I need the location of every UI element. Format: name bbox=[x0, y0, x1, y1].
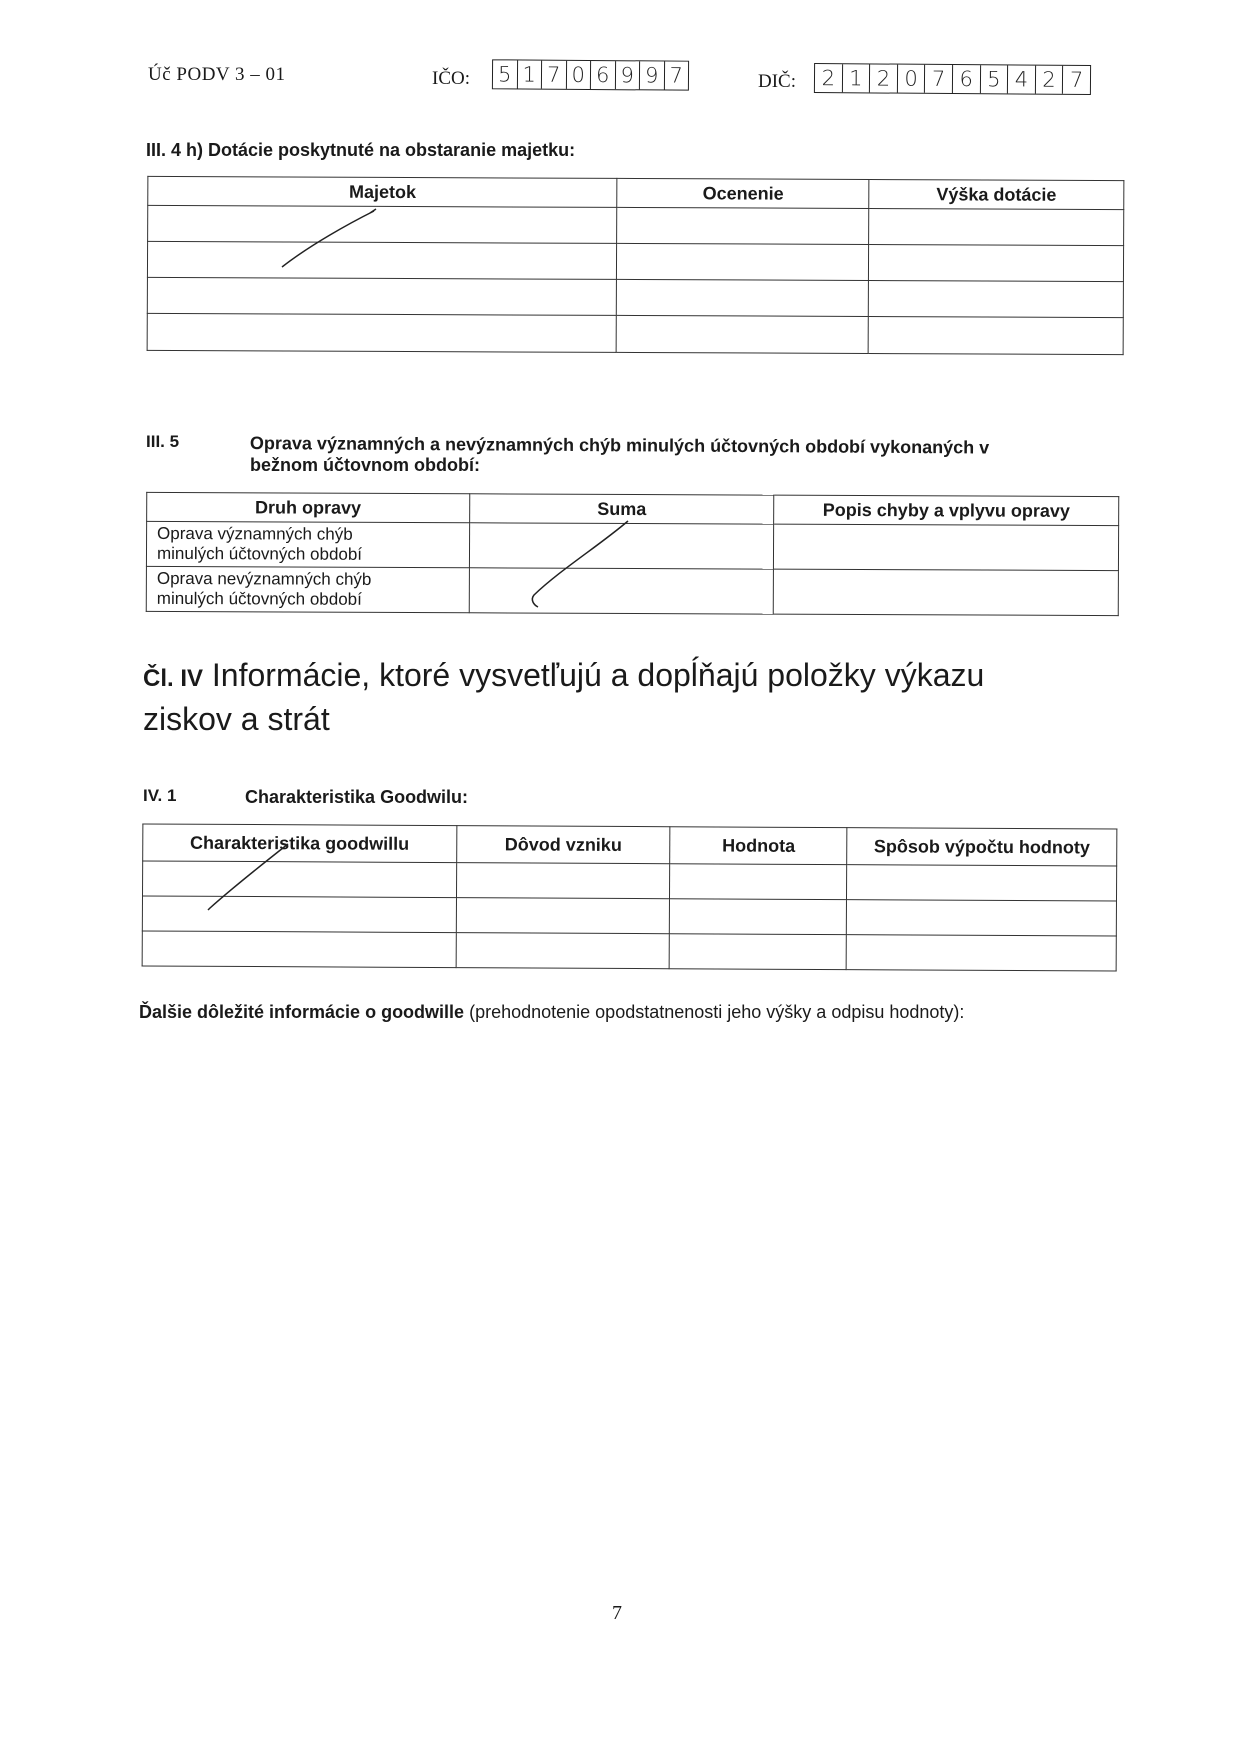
section-3-5-number: III. 5 bbox=[146, 432, 180, 451]
column-header-charakteristika: Charakteristika goodwillu bbox=[143, 824, 457, 863]
dic-digit: 5 bbox=[979, 65, 1007, 93]
dic-digit: 7 bbox=[924, 65, 952, 93]
ico-digit: 0 bbox=[565, 61, 590, 89]
column-header-ocenenie: Ocenenie bbox=[617, 178, 869, 208]
column-header-popis: Popis chyby a vplyvu opravy bbox=[774, 495, 1119, 526]
section-3-5-title-line2: bežnom účtovnom období: bbox=[250, 455, 480, 475]
table-cell bbox=[146, 566, 469, 612]
ico-digit: 5 bbox=[497, 62, 512, 87]
table-cell bbox=[456, 933, 670, 969]
ico-digit: 1 bbox=[516, 60, 541, 88]
table-cell bbox=[142, 896, 456, 933]
table-cell bbox=[670, 864, 847, 900]
dic-digit: 1 bbox=[841, 64, 869, 92]
table-cell bbox=[774, 569, 1119, 616]
section-4-1-title: Charakteristika Goodwilu: bbox=[245, 787, 469, 807]
table-row bbox=[146, 566, 1118, 615]
table-cell bbox=[147, 241, 617, 279]
table-cell bbox=[868, 317, 1123, 355]
dic-field bbox=[814, 63, 1091, 95]
corrections-table bbox=[146, 492, 1120, 616]
table-cell bbox=[670, 934, 847, 970]
table-row bbox=[142, 896, 1116, 936]
ico-label: IČO: bbox=[432, 68, 470, 89]
table-cell bbox=[617, 279, 869, 316]
row-label-line2: minulých účtovných období bbox=[156, 588, 362, 609]
row-label-line1: Oprava významných chýb bbox=[157, 523, 353, 544]
table-cell bbox=[148, 205, 618, 243]
ico-digit: 9 bbox=[614, 61, 639, 89]
table-cell bbox=[617, 207, 869, 244]
section-3-4h-title: III. 4 h) Dotácie poskytnuté na obstaranie majetku: bbox=[146, 140, 576, 160]
table-cell bbox=[617, 243, 869, 280]
table-row bbox=[143, 861, 1117, 901]
column-header-sposob-vypoctu: Spôsob výpočtu hodnoty bbox=[847, 828, 1117, 866]
ico-digit: 6 bbox=[590, 61, 615, 89]
table-header-row bbox=[148, 176, 1124, 209]
column-header-vyska-dotacie: Výška dotácie bbox=[869, 180, 1124, 210]
table-row bbox=[147, 241, 1123, 281]
row-label-line2: minulých účtovných období bbox=[156, 543, 363, 564]
table-row bbox=[142, 931, 1116, 971]
table-cell bbox=[869, 245, 1124, 282]
table-cell bbox=[142, 931, 456, 968]
ico-digit: 7 bbox=[663, 62, 688, 90]
table-cell bbox=[143, 861, 457, 898]
table-cell bbox=[847, 865, 1117, 901]
column-header-suma: Suma bbox=[469, 494, 774, 524]
goodwill-table bbox=[142, 823, 1118, 971]
column-header-druh-opravy: Druh opravy bbox=[147, 492, 470, 522]
dic-digit: 2 bbox=[869, 64, 897, 92]
column-header-majetok: Majetok bbox=[148, 176, 618, 207]
table-row bbox=[147, 277, 1123, 317]
dic-digit: 4 bbox=[1007, 65, 1035, 93]
table-cell bbox=[469, 568, 774, 614]
section-3-5-title-line1: Oprava významných a nevýznamných chýb minulých účtovných období vykonaných v bbox=[249, 433, 990, 458]
column-header-hodnota: Hodnota bbox=[670, 827, 847, 865]
row-label-line1: Oprava nevýznamných chýb bbox=[156, 568, 372, 589]
dic-digit: 2 bbox=[821, 66, 836, 91]
goodwill-note bbox=[139, 1002, 964, 1023]
table-cell bbox=[846, 935, 1116, 971]
dic-digit: 7 bbox=[1062, 66, 1090, 94]
table-header-row bbox=[147, 492, 1119, 525]
table-header-row bbox=[143, 824, 1117, 866]
table-row bbox=[147, 313, 1123, 354]
table-cell bbox=[869, 281, 1124, 318]
table-cell bbox=[869, 209, 1124, 246]
dic-label: DIČ: bbox=[758, 71, 796, 92]
table-cell bbox=[456, 898, 670, 934]
form-code: Úč PODV 3 – 01 bbox=[148, 64, 286, 85]
table-row bbox=[148, 205, 1124, 245]
chapter-4-heading bbox=[143, 655, 1043, 739]
table-cell bbox=[147, 313, 617, 352]
column-header-dovod-vzniku: Dôvod vzniku bbox=[456, 826, 670, 864]
table-cell bbox=[617, 315, 869, 353]
table-cell bbox=[147, 277, 617, 315]
goodwill-note-bold: Ďalšie dôležité informácie o goodwille bbox=[139, 1002, 465, 1022]
table-cell bbox=[774, 524, 1119, 571]
ico-field bbox=[492, 59, 689, 90]
table-cell bbox=[146, 521, 469, 567]
table-cell bbox=[847, 900, 1117, 936]
dic-digit: 6 bbox=[952, 65, 980, 93]
table-row bbox=[146, 521, 1118, 570]
dic-digit: 0 bbox=[897, 65, 925, 93]
subsidies-table bbox=[147, 176, 1125, 355]
page-number: 7 bbox=[612, 1602, 622, 1624]
dic-digit: 2 bbox=[1035, 66, 1063, 94]
chapter-4-title-line1: Informácie, ktoré vysvetľujú a dopĺňajú položky výkazu bbox=[211, 657, 985, 693]
table-cell bbox=[469, 523, 774, 569]
table-cell bbox=[670, 899, 847, 935]
ico-digit: 7 bbox=[541, 61, 566, 89]
ico-digit: 9 bbox=[639, 61, 664, 89]
goodwill-note-rest: (prehodnotenie opodstatnenosti jeho výšky a odpisu hodnoty): bbox=[464, 1002, 965, 1022]
table-cell bbox=[456, 863, 670, 899]
chapter-4-prefix: Čl. IV bbox=[143, 665, 204, 692]
section-4-1-number: IV. 1 bbox=[143, 786, 177, 805]
chapter-4-title-line2: ziskov a strát bbox=[143, 701, 330, 737]
